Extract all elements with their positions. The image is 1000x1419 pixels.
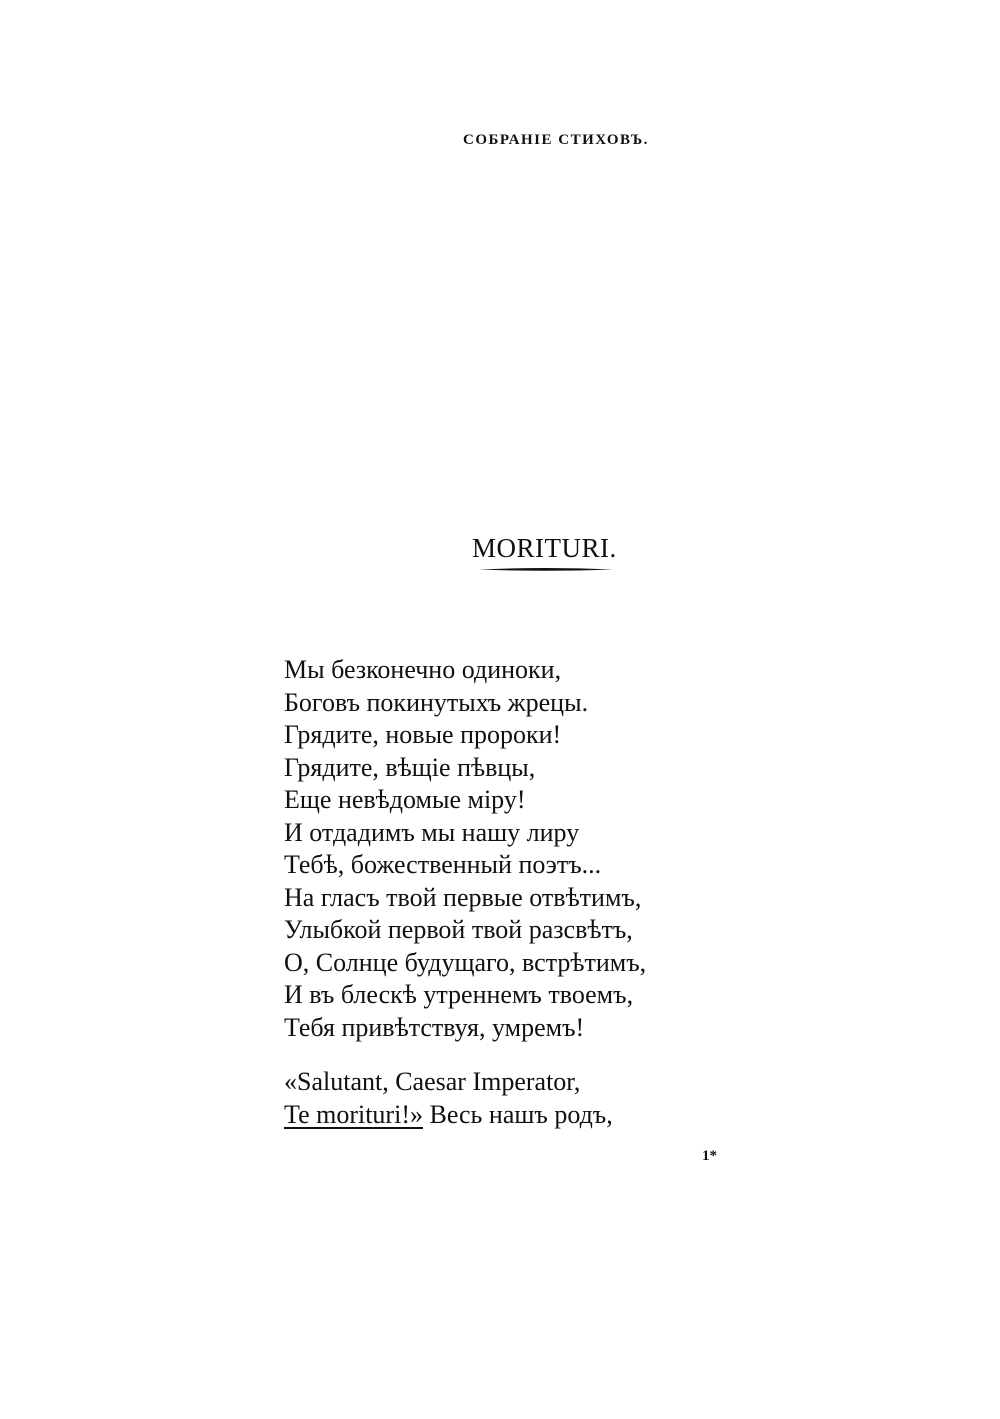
stanza-2 (284, 1066, 613, 1131)
verse-line: И въ блескѣ утреннемъ твоемъ, (284, 980, 634, 1009)
verse-line: Боговъ покинутыхъ жрецы. (284, 687, 589, 717)
verse-line: Мы безконечно одиноки, (284, 655, 562, 684)
running-head: СОБРАНІЕ СТИХОВЪ. (463, 132, 649, 148)
verse-line: Еще невѣдомые міру! (284, 785, 526, 814)
verse-line: На гласъ твой первые отвѣтимъ, (284, 882, 642, 912)
verse-line: «Salutant, Caesar Imperator, (284, 1067, 581, 1096)
verse-line (284, 1099, 613, 1132)
signature-mark: 1* (702, 1148, 717, 1164)
stanza-1 (284, 654, 646, 1044)
verse-line: И отдадимъ мы нашу лиру (284, 817, 580, 847)
verse-line: О, Солнце будущаго, встрѣтимъ, (284, 947, 647, 977)
poem-title: MORITURI. (472, 533, 617, 563)
verse-line: Грядите, вѣщіе пѣвцы, (284, 752, 536, 782)
title-underline-flourish (478, 566, 614, 572)
verse-line: Грядите, новые пророки! (284, 720, 562, 749)
verse-line: Улыбкой первой твой разсвѣтъ, (284, 915, 633, 944)
verse-line: Тебѣ, божественный поэтъ... (284, 850, 602, 879)
latin-quote-underlined: Te morituri!» (284, 1099, 423, 1129)
verse-line-rest: Весь нашъ родъ, (422, 1099, 613, 1129)
verse-line: Тебя привѣтствуя, умремъ! (284, 1012, 585, 1042)
